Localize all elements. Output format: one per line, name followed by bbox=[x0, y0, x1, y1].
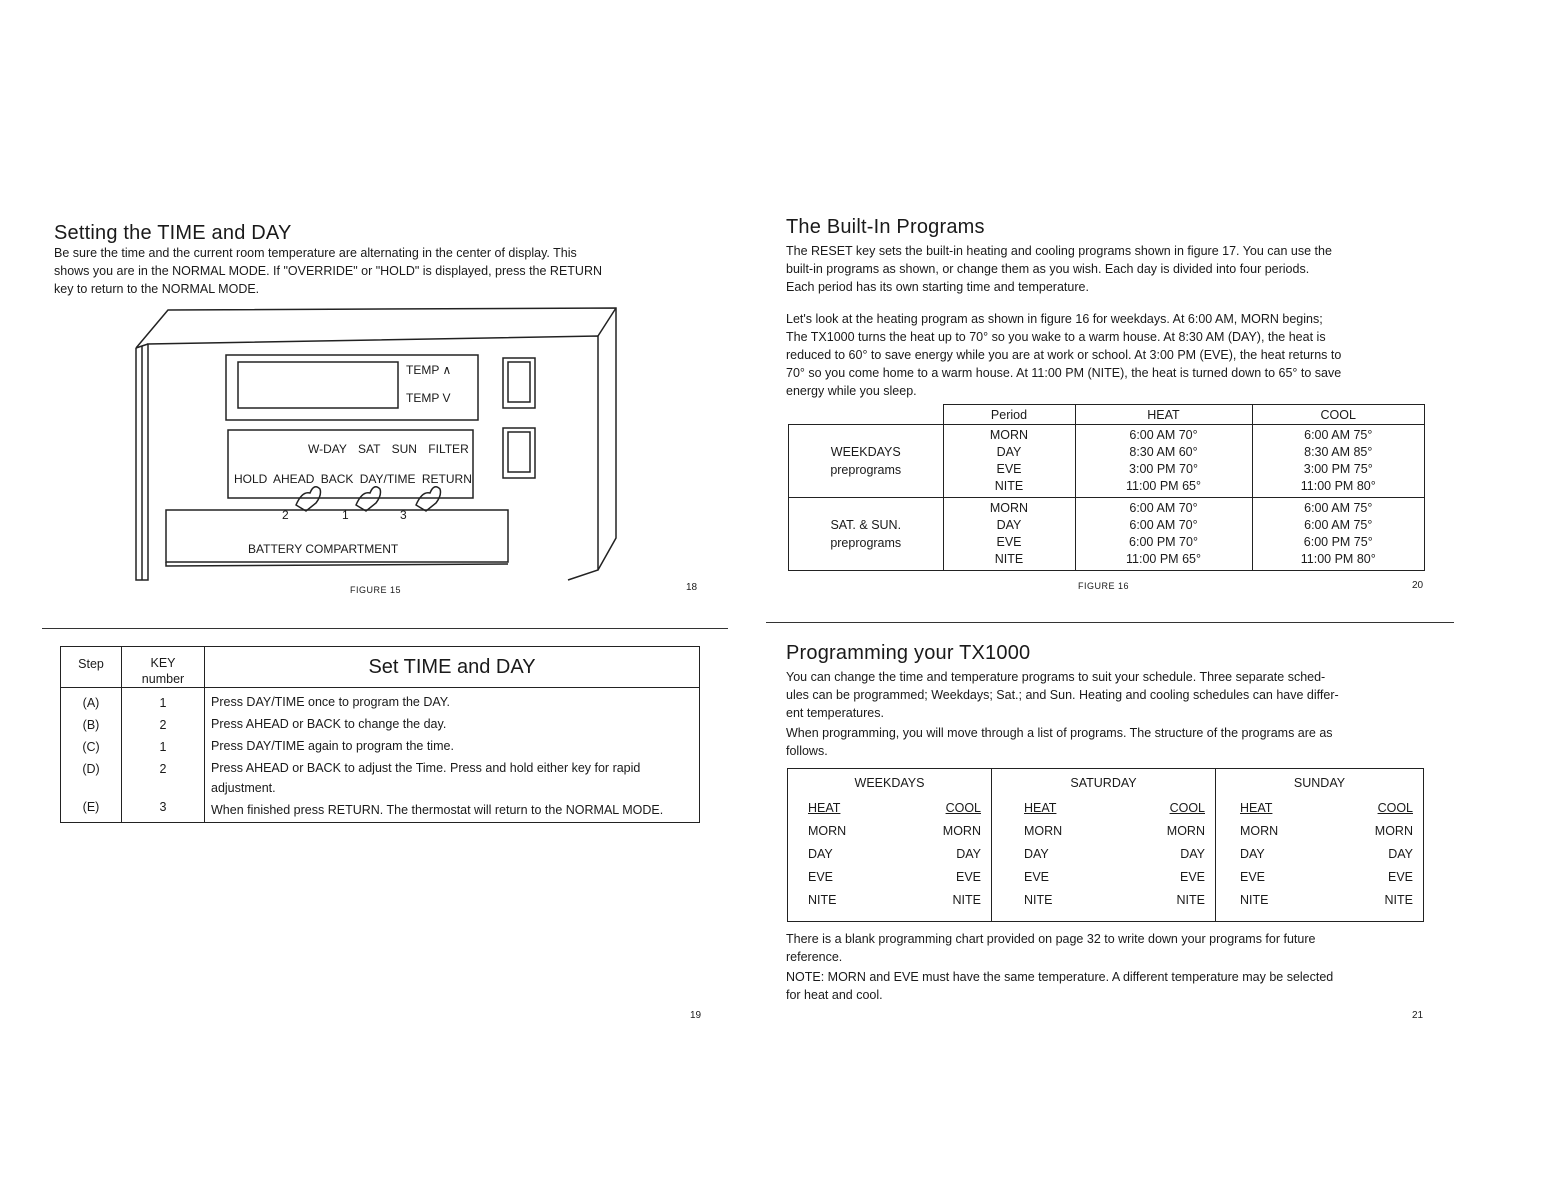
para-line: The RESET key sets the built-in heating and cooling programs shown in figure 17. You can use the bbox=[786, 244, 1332, 258]
heat-label: HEAT bbox=[1024, 801, 1057, 815]
period-label: NITE bbox=[1240, 893, 1269, 907]
cool-label: COOL bbox=[1377, 801, 1413, 815]
heat-label: HEAT bbox=[808, 801, 841, 815]
steps-col-step-cells bbox=[61, 688, 122, 823]
period-label: DAY bbox=[1240, 847, 1265, 861]
period-label: MORN bbox=[1166, 824, 1205, 838]
para-line: reference. bbox=[786, 950, 843, 964]
group-label: SAT. & SUN. bbox=[830, 518, 902, 532]
sun-key: SUN bbox=[391, 442, 417, 456]
para-line: built-in programs as shown, or change them as you wish. Each day is divided into four periods. bbox=[786, 262, 1310, 276]
step-label: (C) bbox=[82, 740, 100, 754]
built-in-para2 bbox=[786, 310, 1431, 400]
weekdays-periods bbox=[943, 425, 1075, 498]
step-label: (E) bbox=[82, 800, 100, 814]
intro-line: key to return to the NORMAL MODE. bbox=[54, 282, 260, 296]
weekend-periods bbox=[943, 498, 1075, 571]
ahead-key: AHEAD bbox=[273, 472, 315, 486]
period-label: NITE bbox=[808, 893, 837, 907]
weekdays-col-title: WEEKDAYS bbox=[854, 776, 925, 790]
period-label: DAY bbox=[1180, 847, 1205, 861]
weekdays-heat bbox=[1075, 425, 1252, 498]
period-label: MORN bbox=[1374, 824, 1413, 838]
hold-key: HOLD bbox=[234, 472, 268, 486]
built-in-para1 bbox=[786, 242, 1431, 296]
figure-16-caption: FIGURE 16 bbox=[1078, 581, 1130, 591]
step-text: Press DAY/TIME again to program the time. bbox=[211, 739, 454, 753]
step-label: (D) bbox=[82, 762, 100, 776]
header-cool: COOL bbox=[1252, 405, 1425, 425]
programming-para1 bbox=[786, 668, 1431, 722]
preprograms-table bbox=[788, 404, 1425, 571]
cool-cell: 11:00 PM 80° bbox=[1300, 552, 1376, 566]
period-label: EVE bbox=[1179, 870, 1205, 884]
steps-table-title: Set TIME and DAY bbox=[205, 647, 700, 688]
programming-title: Programming your TX1000 bbox=[786, 642, 1031, 664]
callout-2: 2 bbox=[282, 508, 289, 522]
cool-cell: 6:00 AM 75° bbox=[1304, 518, 1373, 532]
heat-label: HEAT bbox=[1240, 801, 1273, 815]
daytime-key: DAY/TIME bbox=[359, 472, 416, 486]
figure-15-caption: FIGURE 15 bbox=[350, 585, 402, 595]
filter-key: FILTER bbox=[428, 442, 469, 456]
heat-cell: 11:00 PM 65° bbox=[1126, 479, 1201, 493]
sunday-col-title: SUNDAY bbox=[1293, 776, 1346, 790]
weekend-label bbox=[789, 498, 944, 571]
key-number: 3 bbox=[159, 800, 167, 814]
heat-cell: 6:00 PM 70° bbox=[1129, 535, 1198, 549]
page-number-20: 20 bbox=[1412, 580, 1424, 591]
programming-para2 bbox=[786, 724, 1431, 760]
sunday-structure-col bbox=[1216, 769, 1424, 922]
period-cell: MORN bbox=[989, 501, 1029, 515]
cool-cell: 8:30 AM 85° bbox=[1304, 445, 1373, 459]
period-cell: EVE bbox=[996, 535, 1022, 549]
page-divider-right bbox=[766, 622, 1454, 623]
period-label: MORN bbox=[808, 824, 847, 838]
key-number: 1 bbox=[159, 696, 167, 710]
temp-down-label: TEMP bbox=[406, 391, 440, 405]
period-label: MORN bbox=[942, 824, 981, 838]
setting-time-intro bbox=[54, 244, 704, 298]
para-line: Each period has its own starting time and temperature. bbox=[786, 280, 1089, 294]
thermostat-figure bbox=[128, 300, 628, 595]
period-label: EVE bbox=[955, 870, 981, 884]
temp-up-label: TEMP bbox=[406, 363, 440, 377]
weekend-cool bbox=[1252, 498, 1425, 571]
programming-para3 bbox=[786, 930, 1431, 966]
group-label: WEEKDAYS bbox=[830, 445, 901, 459]
period-label: DAY bbox=[1388, 847, 1413, 861]
period-cell: NITE bbox=[994, 479, 1024, 493]
period-label: EVE bbox=[1024, 870, 1050, 884]
back-key: BACK bbox=[320, 472, 354, 486]
program-structure-table bbox=[787, 768, 1424, 922]
down-arrow-icon: V bbox=[442, 391, 451, 405]
intro-line: Be sure the time and the current room temperature are alternating in the center of display. This bbox=[54, 246, 577, 260]
period-cell: EVE bbox=[996, 462, 1022, 476]
period-label: EVE bbox=[1387, 870, 1413, 884]
wday-key: W-DAY bbox=[308, 442, 347, 456]
weekdays-structure-col bbox=[788, 769, 992, 922]
step-text: Press DAY/TIME once to program the DAY. bbox=[211, 695, 450, 709]
steps-col-text-cells bbox=[205, 688, 700, 823]
step-text: Press AHEAD or BACK to adjust the Time. Press and hold either key for rapid adjustment. bbox=[211, 761, 641, 795]
cool-cell: 6:00 AM 75° bbox=[1304, 428, 1373, 442]
para-line: There is a blank programming chart provided on page 32 to write down your programs for future bbox=[786, 932, 1316, 946]
para-line: When programming, you will move through a list of programs. The structure of the programs are as bbox=[786, 726, 1333, 740]
cool-label: COOL bbox=[945, 801, 981, 815]
intro-line: shows you are in the NORMAL MODE. If "OVERRIDE" or "HOLD" is displayed, press the RETURN bbox=[54, 264, 603, 278]
func-keys-row bbox=[234, 472, 472, 486]
day-keys-row bbox=[308, 442, 469, 456]
cool-cell: 6:00 AM 75° bbox=[1304, 501, 1373, 515]
battery-compartment-label: BATTERY COMPARTMENT bbox=[248, 542, 399, 556]
empty-corner bbox=[789, 405, 944, 425]
weekdays-label bbox=[789, 425, 944, 498]
period-label: NITE bbox=[1176, 893, 1205, 907]
built-in-programs-title: The Built-In Programs bbox=[786, 216, 985, 238]
para-line: You can change the time and temperature programs to suit your schedule. Three separate sched- bbox=[786, 670, 1326, 684]
cool-cell: 11:00 PM 80° bbox=[1300, 479, 1376, 493]
heat-cell: 8:30 AM 60° bbox=[1129, 445, 1198, 459]
saturday-col-title: SATURDAY bbox=[1070, 776, 1137, 790]
period-label: DAY bbox=[1024, 847, 1049, 861]
weekdays-cool bbox=[1252, 425, 1425, 498]
period-label: NITE bbox=[1384, 893, 1413, 907]
period-cell: DAY bbox=[996, 445, 1022, 459]
period-cell: DAY bbox=[996, 518, 1022, 532]
steps-col-key-cells bbox=[122, 688, 205, 823]
para-line: energy while you sleep. bbox=[786, 384, 917, 398]
note-line: for heat and cool. bbox=[786, 988, 883, 1002]
page-number-18: 18 bbox=[686, 582, 698, 593]
return-key: RETURN bbox=[421, 472, 472, 486]
cool-label: COOL bbox=[1169, 801, 1205, 815]
programming-note bbox=[786, 968, 1431, 1004]
group-sublabel: preprograms bbox=[830, 536, 902, 550]
period-label: MORN bbox=[1024, 824, 1063, 838]
step-text: When finished press RETURN. The thermostat will return to the NORMAL MODE. bbox=[211, 803, 664, 817]
period-label: DAY bbox=[956, 847, 981, 861]
page-divider-left bbox=[42, 628, 728, 629]
setting-time-title: Setting the TIME and DAY bbox=[54, 222, 292, 244]
key-number: 2 bbox=[159, 762, 167, 776]
para-line: ules can be programmed; Weekdays; Sat.; and Sun. Heating and cooling schedules can have differ- bbox=[786, 688, 1339, 702]
period-label: EVE bbox=[1240, 870, 1266, 884]
para-line: 70° so you come home to a warm house. At 11:00 PM (NITE), the heat is turned down to 65° to save bbox=[786, 366, 1342, 380]
header-heat: HEAT bbox=[1075, 405, 1252, 425]
steps-col-step: Step bbox=[61, 647, 122, 688]
saturday-structure-col bbox=[992, 769, 1216, 922]
para-line: follows. bbox=[786, 744, 828, 758]
key-number: 1 bbox=[159, 740, 167, 754]
para-line: Let's look at the heating program as shown in figure 16 for weekdays. At 6:00 AM, MORN begins; bbox=[786, 312, 1323, 326]
steps-col-key: KEY number bbox=[122, 647, 205, 688]
para-line: reduced to 60° to save energy while you are at work or school. At 3:00 PM (EVE), the heat returns to bbox=[786, 348, 1342, 362]
period-label: DAY bbox=[808, 847, 833, 861]
heat-cell: 6:00 AM 70° bbox=[1129, 501, 1198, 515]
page-number-19: 19 bbox=[690, 1010, 702, 1021]
period-label: MORN bbox=[1240, 824, 1279, 838]
group-sublabel: preprograms bbox=[830, 463, 902, 477]
step-text: Press AHEAD or BACK to change the day. bbox=[211, 717, 447, 731]
weekend-group-row bbox=[789, 498, 1425, 571]
step-label: (B) bbox=[82, 718, 100, 732]
sat-key: SAT bbox=[358, 442, 381, 456]
period-label: EVE bbox=[808, 870, 834, 884]
page-number-21: 21 bbox=[1412, 1010, 1424, 1021]
heat-cell: 6:00 AM 70° bbox=[1129, 428, 1198, 442]
para-line: ent temperatures. bbox=[786, 706, 884, 720]
weekdays-group-row bbox=[789, 425, 1425, 498]
key-number: 2 bbox=[159, 718, 167, 732]
cool-cell: 3:00 PM 75° bbox=[1303, 462, 1373, 476]
steps-table bbox=[60, 646, 700, 823]
period-cell: MORN bbox=[989, 428, 1029, 442]
heat-cell: 3:00 PM 70° bbox=[1129, 462, 1198, 476]
note-line: NOTE: MORN and EVE must have the same temperature. A different temperature may be selected bbox=[786, 970, 1334, 984]
weekend-heat bbox=[1075, 498, 1252, 571]
period-label: NITE bbox=[1024, 893, 1053, 907]
callout-1: 1 bbox=[342, 508, 349, 522]
para-line: The TX1000 turns the heat up to 70° so you wake to a warm house. At 8:30 AM (DAY), the heat is bbox=[786, 330, 1326, 344]
period-cell: NITE bbox=[994, 552, 1024, 566]
header-period: Period bbox=[943, 405, 1075, 425]
up-arrow-icon: ∧ bbox=[442, 363, 452, 377]
heat-cell: 11:00 PM 65° bbox=[1126, 552, 1201, 566]
callout-3: 3 bbox=[400, 508, 407, 522]
heat-cell: 6:00 AM 70° bbox=[1129, 518, 1198, 532]
temp-keys bbox=[406, 362, 451, 406]
cool-cell: 6:00 PM 75° bbox=[1303, 535, 1373, 549]
step-label: (A) bbox=[82, 696, 100, 710]
period-label: NITE bbox=[952, 893, 981, 907]
